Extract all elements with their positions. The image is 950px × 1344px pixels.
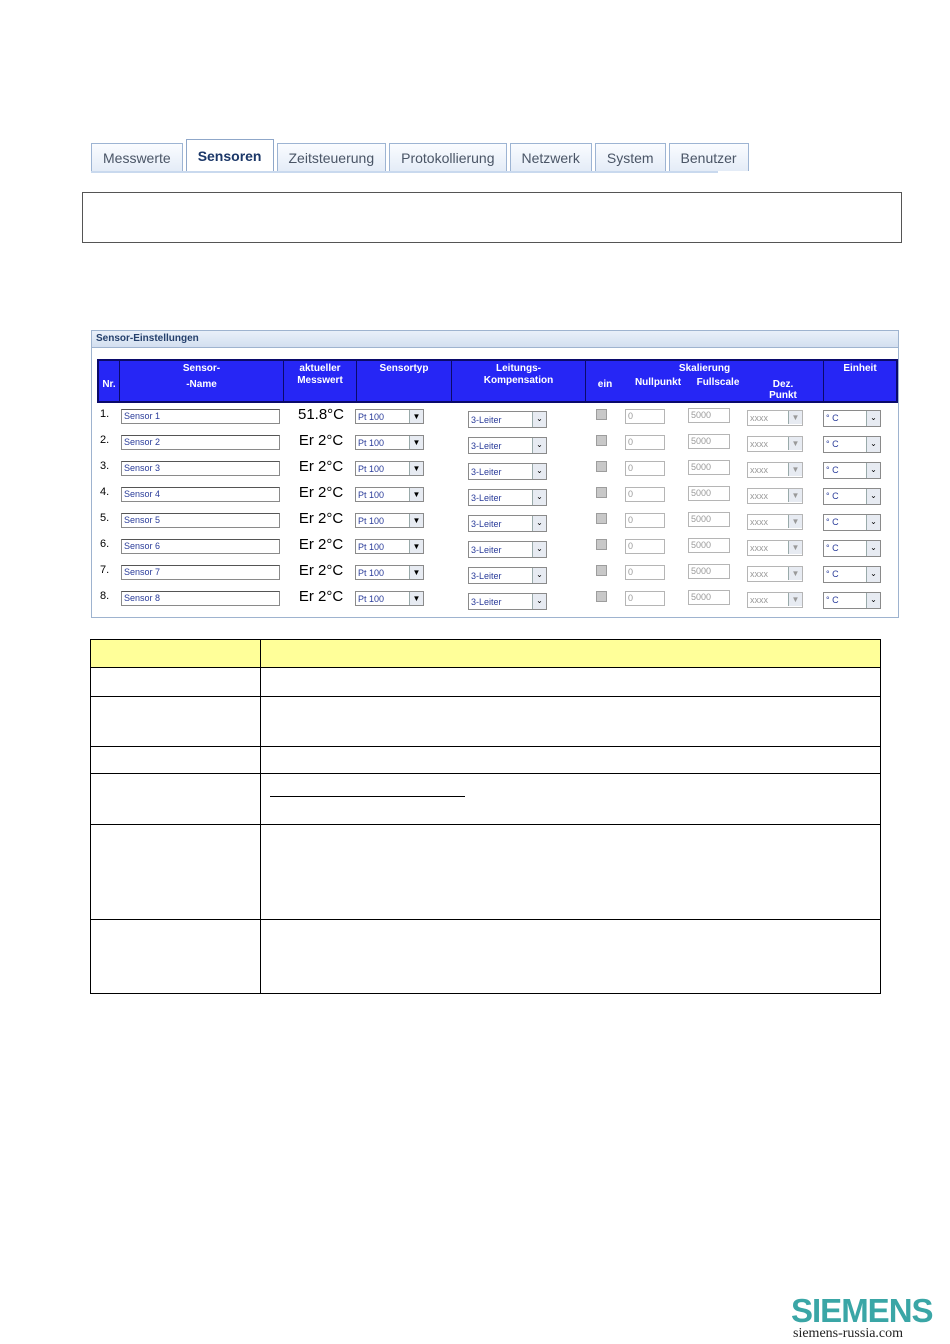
tab-protokollierung[interactable]: Protokollierung bbox=[389, 143, 506, 171]
header-sensor-name-2: -Name bbox=[186, 379, 217, 390]
chevron-down-icon: ▼ bbox=[409, 540, 423, 553]
sensor-name-input[interactable]: Sensor 3 bbox=[121, 461, 280, 476]
header-dez-2: Punkt bbox=[769, 390, 797, 401]
current-value: Er 2°C bbox=[298, 588, 344, 605]
sensor-name-input[interactable]: Sensor 1 bbox=[121, 409, 280, 424]
header-skalierung: Skalierung bbox=[678, 363, 731, 374]
kompensation-select[interactable]: 3-Leiter ⌄ bbox=[468, 437, 547, 454]
dez-punkt-select[interactable]: xxxx ▼ bbox=[747, 592, 803, 608]
table-row bbox=[91, 697, 880, 747]
column-divider bbox=[260, 640, 261, 993]
row-number: 5. bbox=[100, 512, 110, 524]
current-value: Er 2°C bbox=[298, 536, 344, 553]
tab-sensoren[interactable]: Sensoren bbox=[186, 139, 274, 171]
tab-netzwerk[interactable]: Netzwerk bbox=[510, 143, 592, 171]
sensor-name-input[interactable]: Sensor 5 bbox=[121, 513, 280, 528]
chevron-down-icon: ⌄ bbox=[532, 412, 546, 427]
sensortyp-select[interactable]: Pt 100 ▼ bbox=[355, 565, 424, 580]
nullpunkt-input[interactable]: 0 bbox=[625, 539, 665, 554]
kompensation-select[interactable]: 3-Leiter ⌄ bbox=[468, 593, 547, 610]
fullscale-input[interactable]: 5000 bbox=[688, 460, 730, 475]
header-ein: ein bbox=[597, 379, 613, 390]
current-value: Er 2°C bbox=[298, 510, 344, 527]
chevron-down-icon: ▼ bbox=[788, 411, 802, 424]
description-table bbox=[90, 639, 881, 994]
dez-punkt-select[interactable]: xxxx ▼ bbox=[747, 410, 803, 426]
header-nullpunkt: Nullpunkt bbox=[634, 377, 682, 388]
chevron-down-icon: ⌄ bbox=[866, 411, 880, 426]
current-value: Er 2°C bbox=[298, 432, 344, 449]
table-header-row bbox=[91, 640, 880, 668]
fullscale-input[interactable]: 5000 bbox=[688, 590, 730, 605]
header-messwert-2: Messwert bbox=[297, 375, 343, 386]
sensor-row bbox=[97, 562, 898, 588]
sensor-name-input[interactable]: Sensor 8 bbox=[121, 591, 280, 606]
header-fullscale: Fullscale bbox=[696, 377, 740, 388]
row-number: 2. bbox=[100, 434, 110, 446]
ein-checkbox[interactable] bbox=[596, 513, 607, 524]
dez-punkt-select[interactable]: xxxx ▼ bbox=[747, 566, 803, 582]
chevron-down-icon: ▼ bbox=[788, 437, 802, 450]
einheit-select[interactable]: ° C ⌄ bbox=[823, 566, 881, 583]
dez-punkt-select[interactable]: xxxx ▼ bbox=[747, 436, 803, 452]
fullscale-input[interactable]: 5000 bbox=[688, 538, 730, 553]
chevron-down-icon: ⌄ bbox=[866, 541, 880, 556]
header-sensortyp: Sensortyp bbox=[379, 363, 429, 374]
einheit-select[interactable]: ° C ⌄ bbox=[823, 462, 881, 479]
sensor-grid-header bbox=[97, 359, 898, 403]
sensor-name-input[interactable]: Sensor 7 bbox=[121, 565, 280, 580]
chevron-down-icon: ▼ bbox=[409, 410, 423, 423]
dez-punkt-select[interactable]: xxxx ▼ bbox=[747, 514, 803, 530]
chevron-down-icon: ⌄ bbox=[532, 516, 546, 531]
chevron-down-icon: ▼ bbox=[409, 488, 423, 501]
header-sensor-name-1: Sensor- bbox=[182, 363, 221, 374]
chevron-down-icon: ▼ bbox=[788, 489, 802, 502]
siemens-logo: SIEMENS bbox=[791, 1292, 933, 1329]
nullpunkt-input[interactable]: 0 bbox=[625, 409, 665, 424]
sensor-row bbox=[97, 432, 898, 458]
chevron-down-icon: ▼ bbox=[788, 463, 802, 476]
chevron-down-icon: ▼ bbox=[788, 567, 802, 580]
table-row bbox=[91, 668, 880, 697]
tab-system[interactable]: System bbox=[595, 143, 666, 171]
chevron-down-icon: ⌄ bbox=[866, 489, 880, 504]
tab-benutzer[interactable]: Benutzer bbox=[669, 143, 749, 171]
row-number: 8. bbox=[100, 590, 110, 602]
kompensation-select[interactable]: 3-Leiter ⌄ bbox=[468, 489, 547, 506]
chevron-down-icon: ▼ bbox=[409, 436, 423, 449]
sensortyp-select[interactable]: Pt 100 ▼ bbox=[355, 591, 424, 606]
underline-mark bbox=[270, 796, 465, 797]
tab-zeitsteuerung[interactable]: Zeitsteuerung bbox=[277, 143, 387, 171]
tab-bar bbox=[91, 138, 737, 173]
current-value: Er 2°C bbox=[298, 458, 344, 475]
header-leitung-2: Kompensation bbox=[483, 375, 554, 386]
chevron-down-icon: ▼ bbox=[788, 593, 802, 606]
chevron-down-icon: ⌄ bbox=[532, 542, 546, 557]
sensor-settings-panel bbox=[91, 330, 899, 618]
ein-checkbox[interactable] bbox=[596, 487, 607, 498]
brand-url: siemens-russia.com bbox=[793, 1326, 904, 1341]
header-einheit: Einheit bbox=[843, 363, 877, 374]
sensor-row bbox=[97, 510, 898, 536]
row-number: 7. bbox=[100, 564, 110, 576]
chevron-down-icon: ▼ bbox=[409, 592, 423, 605]
kompensation-select[interactable]: 3-Leiter ⌄ bbox=[468, 541, 547, 558]
einheit-select[interactable]: ° C ⌄ bbox=[823, 410, 881, 427]
kompensation-select[interactable]: 3-Leiter ⌄ bbox=[468, 463, 547, 480]
current-value: Er 2°C bbox=[298, 562, 344, 579]
fullscale-input[interactable]: 5000 bbox=[688, 434, 730, 449]
sensortyp-select[interactable]: Pt 100 ▼ bbox=[355, 513, 424, 528]
sensortyp-select[interactable]: Pt 100 ▼ bbox=[355, 539, 424, 554]
ein-checkbox[interactable] bbox=[596, 565, 607, 576]
fullscale-input[interactable]: 5000 bbox=[688, 512, 730, 527]
sensor-row bbox=[97, 406, 898, 432]
nullpunkt-input[interactable]: 0 bbox=[625, 591, 665, 606]
sensortyp-select[interactable]: Pt 100 ▼ bbox=[355, 487, 424, 502]
sensortyp-select[interactable]: Pt 100 ▼ bbox=[355, 435, 424, 450]
nullpunkt-input[interactable]: 0 bbox=[625, 565, 665, 580]
header-dez-1: Dez. bbox=[772, 379, 794, 390]
sensortyp-select[interactable]: Pt 100 ▼ bbox=[355, 409, 424, 424]
dez-punkt-select[interactable]: xxxx ▼ bbox=[747, 462, 803, 478]
header-messwert-1: aktueller bbox=[299, 363, 341, 374]
chevron-down-icon: ▼ bbox=[409, 566, 423, 579]
row-number: 6. bbox=[100, 538, 110, 550]
chevron-down-icon: ⌄ bbox=[866, 437, 880, 452]
chevron-down-icon: ▼ bbox=[788, 515, 802, 528]
sensor-name-input[interactable]: Sensor 6 bbox=[121, 539, 280, 554]
einheit-select[interactable]: ° C ⌄ bbox=[823, 436, 881, 453]
empty-frame bbox=[82, 192, 902, 243]
chevron-down-icon: ⌄ bbox=[532, 438, 546, 453]
ein-checkbox[interactable] bbox=[596, 435, 607, 446]
chevron-down-icon: ▼ bbox=[788, 541, 802, 554]
current-value: 51.8°C bbox=[297, 406, 345, 423]
chevron-down-icon: ▼ bbox=[409, 462, 423, 475]
dez-punkt-select[interactable]: xxxx ▼ bbox=[747, 488, 803, 504]
sensor-row bbox=[97, 588, 898, 614]
kompensation-select[interactable]: 3-Leiter ⌄ bbox=[468, 567, 547, 584]
chevron-down-icon: ⌄ bbox=[532, 594, 546, 609]
chevron-down-icon: ⌄ bbox=[866, 463, 880, 478]
dez-punkt-select[interactable]: xxxx ▼ bbox=[747, 540, 803, 556]
nullpunkt-input[interactable]: 0 bbox=[625, 487, 665, 502]
sensor-row bbox=[97, 484, 898, 510]
einheit-select[interactable]: ° C ⌄ bbox=[823, 540, 881, 557]
tab-messwerte[interactable]: Messwerte bbox=[91, 143, 183, 171]
nullpunkt-input[interactable]: 0 bbox=[625, 435, 665, 450]
nullpunkt-input[interactable]: 0 bbox=[625, 461, 665, 476]
header-nr: Nr. bbox=[102, 379, 116, 390]
einheit-select[interactable]: ° C ⌄ bbox=[823, 514, 881, 531]
einheit-select[interactable]: ° C ⌄ bbox=[823, 488, 881, 505]
fullscale-input[interactable]: 5000 bbox=[688, 486, 730, 501]
sensor-row bbox=[97, 458, 898, 484]
chevron-down-icon: ⌄ bbox=[532, 568, 546, 583]
table-row bbox=[91, 774, 880, 825]
current-value: Er 2°C bbox=[298, 484, 344, 501]
chevron-down-icon: ⌄ bbox=[866, 515, 880, 530]
ein-checkbox[interactable] bbox=[596, 409, 607, 420]
table-row bbox=[91, 825, 880, 920]
sensor-grid bbox=[97, 359, 898, 614]
chevron-down-icon: ⌄ bbox=[866, 593, 880, 608]
row-number: 3. bbox=[100, 460, 110, 472]
chevron-down-icon: ⌄ bbox=[532, 490, 546, 505]
header-leitung-1: Leitungs- bbox=[496, 363, 541, 374]
chevron-down-icon: ⌄ bbox=[532, 464, 546, 479]
kompensation-select[interactable]: 3-Leiter ⌄ bbox=[468, 515, 547, 532]
ein-checkbox[interactable] bbox=[596, 591, 607, 602]
einheit-select[interactable]: ° C ⌄ bbox=[823, 592, 881, 609]
table-row bbox=[91, 747, 880, 774]
row-number: 1. bbox=[100, 408, 110, 420]
sensor-name-input[interactable]: Sensor 4 bbox=[121, 487, 280, 502]
fullscale-input[interactable]: 5000 bbox=[688, 564, 730, 579]
ein-checkbox[interactable] bbox=[596, 539, 607, 550]
sensor-name-input[interactable]: Sensor 2 bbox=[121, 435, 280, 450]
kompensation-select[interactable]: 3-Leiter ⌄ bbox=[468, 411, 547, 428]
chevron-down-icon: ⌄ bbox=[866, 567, 880, 582]
chevron-down-icon: ▼ bbox=[409, 514, 423, 527]
fullscale-input[interactable]: 5000 bbox=[688, 408, 730, 423]
sensortyp-select[interactable]: Pt 100 ▼ bbox=[355, 461, 424, 476]
sensor-row bbox=[97, 536, 898, 562]
panel-title: Sensor-Einstellungen bbox=[92, 331, 898, 348]
nullpunkt-input[interactable]: 0 bbox=[625, 513, 665, 528]
row-number: 4. bbox=[100, 486, 110, 498]
ein-checkbox[interactable] bbox=[596, 461, 607, 472]
